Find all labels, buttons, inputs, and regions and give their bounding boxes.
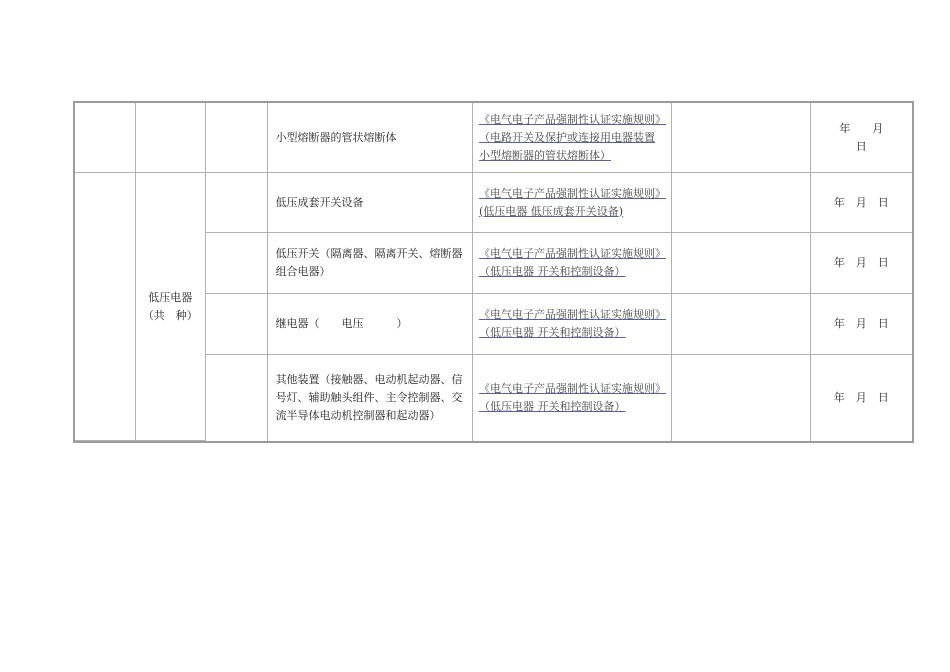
date-cell	[811, 294, 912, 355]
blank-cell	[75, 173, 136, 441]
date-cell	[811, 103, 912, 173]
regulation-cell	[473, 103, 672, 173]
category-name: 低压电器	[148, 290, 193, 304]
blank-cell	[136, 103, 207, 173]
blank-cell	[672, 233, 810, 294]
regulation-link[interactable]: 《电气电子产品强制性认证实施规则》（低压电器 开关和控制设备）	[479, 308, 667, 339]
table-row	[75, 103, 912, 173]
blank-cell	[206, 233, 268, 294]
blank-cell	[672, 294, 810, 355]
date-label: 年 月 日	[833, 256, 889, 269]
date-label: 年 月 日	[833, 195, 889, 209]
blank-cell	[75, 103, 136, 173]
blank-cell	[206, 103, 268, 173]
table-row	[75, 173, 912, 233]
blank-cell	[206, 173, 268, 233]
blank-cell	[206, 355, 268, 441]
date-cell	[811, 355, 912, 441]
regulation-link[interactable]: 《电气电子产品强制性认证实施规则》（低压电器 开关和控制设备）	[479, 247, 667, 278]
date-label: 年 月 日	[833, 317, 889, 330]
blank-cell	[206, 294, 268, 355]
blank-cell	[672, 173, 810, 233]
product-name: 其他装置（接触器、电动机起动器、信号灯、辅助触头组件、主令控制器、交流半导体电动机控制器和起动器）	[268, 355, 473, 441]
regulation-cell	[473, 173, 672, 233]
category-count: （共 种）	[142, 308, 198, 322]
regulation-cell	[473, 294, 672, 355]
certification-table	[73, 101, 914, 443]
regulation-link[interactable]: 《电气电子产品强制性认证实施规则》（电路开关及保护或连接用电器装置 小型熔断器的管状熔断体）	[479, 112, 667, 162]
category-cell	[136, 173, 207, 441]
product-name: 继电器（ 电压 ）	[268, 294, 473, 355]
product-name: 低压开关（隔离器、隔离开关、熔断器组合电器）	[268, 233, 473, 294]
blank-cell	[672, 355, 810, 441]
date-cell	[811, 233, 912, 294]
date-label: 年 月 日	[833, 391, 889, 404]
regulation-cell	[473, 355, 672, 441]
product-name: 低压成套开关设备	[268, 173, 473, 233]
blank-cell	[672, 103, 810, 173]
date-cell	[811, 173, 912, 233]
date-label: 年 月 日	[839, 121, 906, 153]
product-name: 小型熔断器的管状熔断体	[268, 103, 473, 173]
regulation-cell	[473, 233, 672, 294]
regulation-link[interactable]: 《电气电子产品强制性认证实施规则》(低压电器 低压成套开关设备)	[479, 186, 667, 218]
regulation-link[interactable]: 《电气电子产品强制性认证实施规则》（低压电器 开关和控制设备）	[479, 382, 667, 413]
